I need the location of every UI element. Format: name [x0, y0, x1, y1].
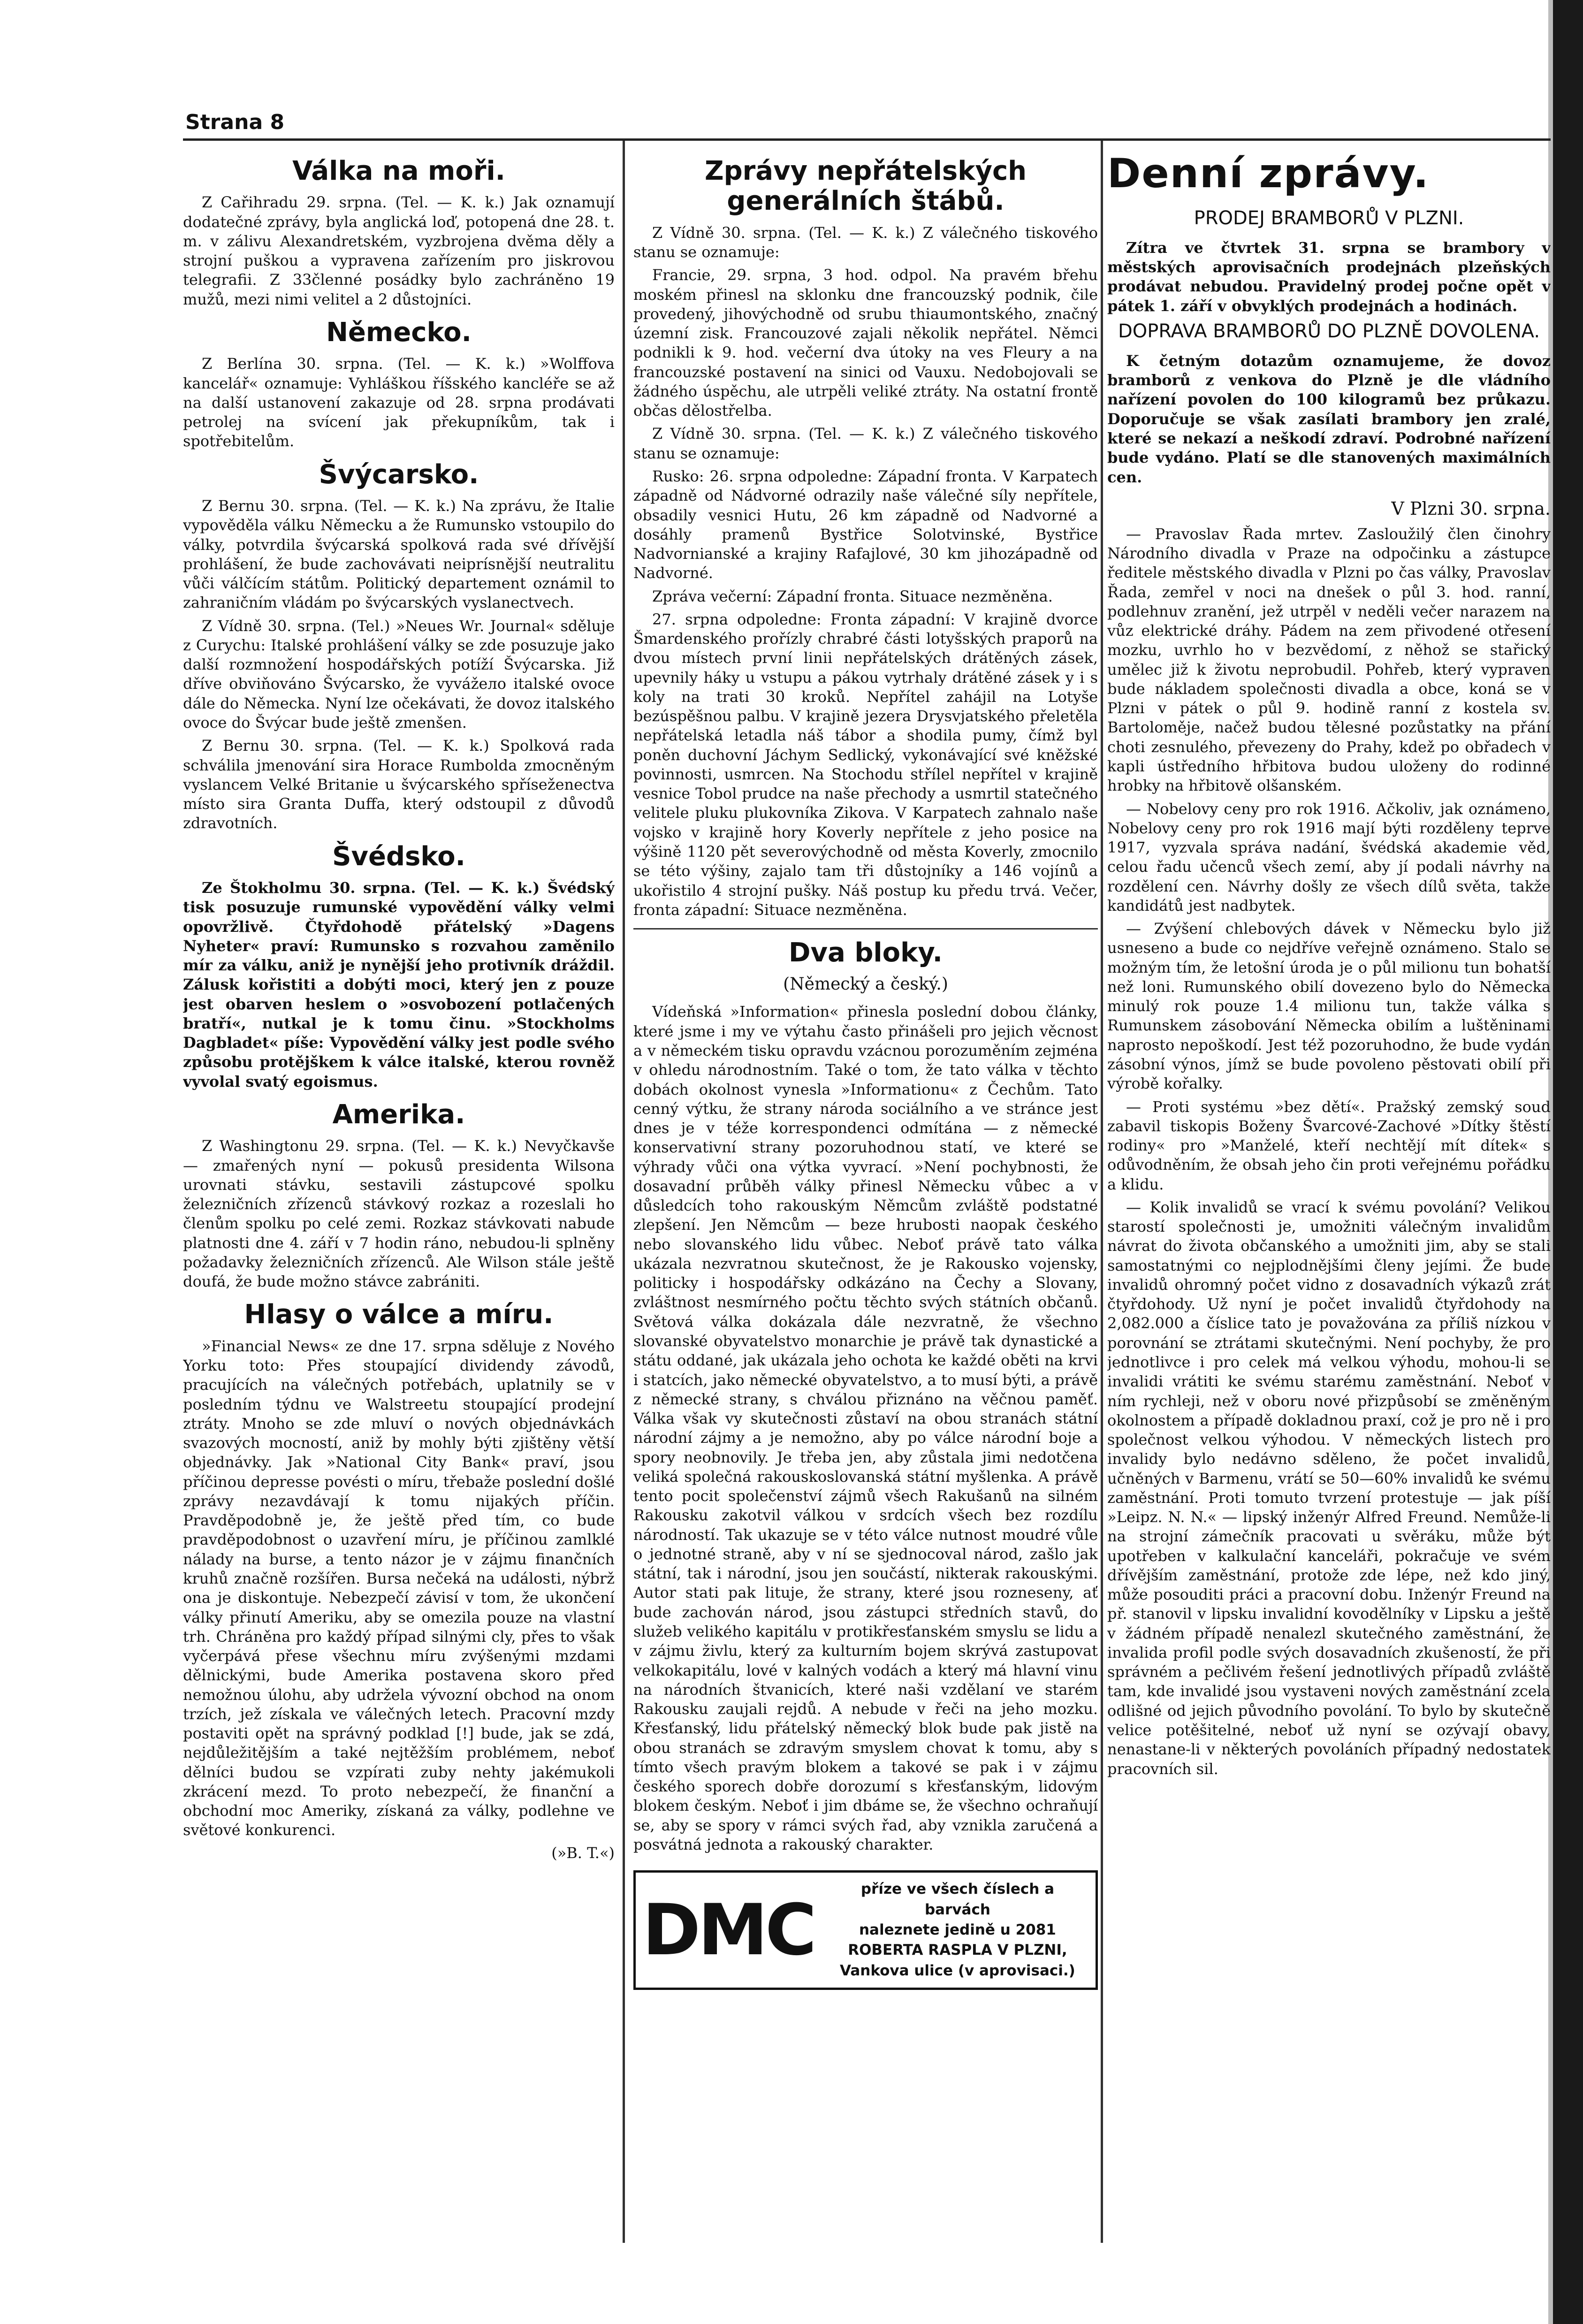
- ad-text: [826, 1879, 1089, 1981]
- section-subtitle: (Německý a český.): [783, 975, 948, 994]
- article-paragraph: Zpráva večerní: Západní fronta. Situace nezměněna.: [652, 587, 1053, 605]
- article-paragraph: Z Bernu 30. srpna. (Tel. — K. k.) Spolková rada schválila jmenování sira Horace Rumbolda zmocněným vyslancem Velké Britanie u švýcarského spříseženectva místo sira Granta Duffa, který odstoupil z důvodů zdravotních.: [183, 737, 615, 832]
- section-rule: [633, 928, 1098, 930]
- section-title: Německo.: [326, 317, 472, 348]
- column-right: [1107, 148, 1551, 2259]
- article-paragraph: »Financial News« ze dne 17. srpna sděluje z Nového Yorku toto: Přes stoupající dividendy závodů, pracujících na válečných potřebách, uplatnily se v posledním týdnu ve Walstreetu stoupající prodejní ztráty. Mnoho se zde mluví o nových objednávkách svazových mocností, aniž by mohly býti zjištěny větší objednávky. Jak »National City Bank« praví, jsou příčinou depresse povésti o míru, třebaže poslední došlé zprávy nezavdávají k tomu nijakých příčin. Pravděpodobně je, že ještě před tím, co bude pravděpodobnost o uzavření míru, je příčinou zamlklé nálady na burse, a tento názor je v zájmu finančních kruhů značně rozšířen. Bursa nečeká na události, nýbrž ona je diskontuje. Nebezpečí závisí v tom, že ukončení války přinutí Ameriku, aby se omezila pouze na vlastní trh. Chráněna pro každý případ silnými cly, přes to však vyčerpává přese všechnu míru zvýšenými mzdami dělnickými, bude Amerika postavena skoro před nemožnou úlohu, aby udržela vývozní obchod na onom trzích, jež získala ve válečných letech. Pracovní mzdy postaviti opět na správný podklad [!] bude, jak se zdá, nejdůležitějším a také nejtěžším problémem, neboť dělníci budou se vzpírati zuby nehty jakémukoli zkrácení mezd. To proto nebezpečí, že finanční a obchodní moc Ameriky, získaná za války, podlehne ve světové konkurenci.: [183, 1337, 615, 1839]
- ad-line: ROBERTA RASPLA V PLZNI,: [848, 1942, 1067, 1959]
- ad-line: příze ve všech číslech a barvách: [860, 1881, 1055, 1918]
- column-left: [183, 148, 615, 2259]
- article-paragraph: Vídeňská »Information« přinesla poslední dobou články, které jsme i my ve výtahu často přinášeli pro jejich věcnost a v německém tisku opravdu vzácnou porozuměním zejména v ohledu národnostním. Také o tom, že tato válka v těchto dobách okolnost vynesla »Informationu« z Čechům. Tato cenný výtku, že strany národa sociálního a ve stránce jest dnes je v téže korrespondenci odmítána — z německé konservativní strany pozoruhodnou statí, ve které se výhrady vůči ona výtka vyvrací. »Není pochybnosti, že dosavadní průběh války přinesl Německu vůbec a v důsledcích toho rakouským Němcům zvláště podstatné zlepšení. Jen Němcům — beze hrubosti naopak českého nebo slovanského lidu vůbec. Neboť právě tato válka ukázala nezvratnou skutečnost, že je Rakousko vojensky, politicky i hospodářsky odkázáno na Čechy a Slovany, zvláštnost nesmírného počtu těchto svých státních občanů. Světová válka dokázala dále nezvratně, že všechno slovanské obyvatelstvo monarchie je právě tak dynastické a státu oddané, jak ukázala jeho ochota ke každé oběti na krvi i statcích, jako německé obyvatelstvo, a to musí býti, a právě z německé strany, s chválou přiznáno na věčnou paměť. Válka však vy skutečnosti zůstaví na obou stranách státní národní zájmy a je nemožno, aby po válce národní boje a spory neobnovily. Je třeba jen, aby zůstala jimi nedotčena veliká společná rakouskoslovanská státní myšlenka. A právě tento pocit společenství zájmů všech Rakušanů na silném Rakousku zakotvil válkou v srdcích všech bez rozdílu národností. Tak ukazuje se v této válce nutnost moudré vůle o jednotné straně, aby v ní se sjednocoval národ, zašlo jak státní, tak i národní, jsou jen součástí, nikterak rakouskými. Autor stati pak lituje, že strany, které jsou rozneseny, ať bude zachován národ, jsou zástupci středních stavů, do služeb velikého kapitálu v protikřesťanském smyslu se lidu a v zájmu živlu, který za kulturním bojem skrývá zastupovat velkokapitálu, lové v kalných vodách a který má hlavní vinu na národních štvanicích, které naši vzdělaní ve starém Rakousku zaujali rejdů. A nebude v řeči na jeho mozku. Křesťanský, lidu přátelský německý blok bude pak jistě na obou stranách se zdravým smyslem chovat k tomu, aby s tímto všech pravým blokem a takové se pak i v zájmu českého sporech dobře dorozumí s křesťanským, lidovým blokem českým. Neboť i jim dbáme se, že všechno ochraňují se, aby se spory v rámci svých řad, aby vznikla zaručená a posvátná jednota a rakouský charakter.: [633, 1003, 1098, 1853]
- page-number: Strana 8: [185, 110, 285, 134]
- header-rule: [183, 138, 1551, 141]
- section-title: Hlasy o válce a míru.: [244, 1299, 554, 1330]
- column-divider-1: [623, 141, 625, 2243]
- column-divider-2: [1101, 141, 1103, 2243]
- column-middle: [633, 148, 1098, 2259]
- dateline: V Plzni 30. srpna.: [1391, 498, 1551, 519]
- ad-line: naleznete jedině u 2081: [859, 1921, 1056, 1938]
- ad-line: Vankova ulice (v aprovisaci.): [840, 1962, 1075, 1979]
- news-item: — Kolik invalidů se vrací k svému povolání? Velikou starostí společnosti je, umožniti válečným invalidům návrat do života občanského a umožniti jim, aby se stali samostatnými co nejplodnějšími členy jejími. Že bude invalidů ohromný počet vidno z dosavadních výkazů zrát čtyřdohody. Už nyní je počet invalidů čtyřdohody na 2,082.000 a číslice tato je považována za příliš nízkou v porovnání se ztrátami skutečnými. Není pochyby, že pro jednotlivce i pro celek má velkou výhodu, mohou-li se invalidi vrátiti ke svému starému zaměstnání. Neboť v ním rychleji, než v oboru nové přizpůsobí se změněným okolnostem a případě dokladnou praxí, což je pro ně i pro společnost velkou výhodou. V německých listech pro invalidy bylo nedávno sděleno, že počet invalidů, učněných v Barmenu, vrátí se 50—60% invalidů ke svému zaměstnání. Proti tomuto tvrzení protestuje — jak píší »Leipz. N. N.« — lipský inženýr Alfred Freund. Nemůže-li na strojní zámečník pracovati u svěráku, může být upotřeben v kalkulační kanceláři, pokračuje ve svém dřívějším zaměstnání, protože zde lépe, než kdo jiný, může posouditi práci a pracovní dobu. Inženýr Freund na př. stanovil v lipsku invalidní kovodělníky v Lipsku a ještě v žádném případě nenalezl skutečného zaměstnání, že invalida profil podle svých dosavadních zkušeností, že při správném a pečlivém řešení jednotlivých případů zvláště tam, kde invalidé jsou vystaveni nových zaměstnání zcela odlišné od jejich původního povolání. To bylo by skutečně velice potěšitelné, neboť už nyní se ozývají obavy, nenastane-li v některých povoláních případný nedostatek pracovních sil.: [1107, 1198, 1551, 1778]
- news-item: — Zvýšení chlebových dávek v Německu bylo již usneseno a bude co nejdříve veřejně oznámeno. Stalo se možným tím, že letošní úroda je o půl milionu tun bohatší než loni. Rumunského obilí dovezeno bylo do Německa minulý rok pouze 1.4 milionu tun, takže válka s Rumunskem zásobování Německa obilím a luštěninami naprosto nepoškodí. Jest též pozoruhodno, že bude vydán zásobní výnos, jímž se bude povoleno pěstovati obilí při výrobě kořalky.: [1107, 920, 1551, 1093]
- article-paragraph: Z Cařihradu 29. srpna. (Tel. — K. k.) Jak oznamují dodatečné zprávy, byla anglická loď, potopená dne 28. t. m. v zálivu Alexandretském, vyzbrojena dvěma děly a strojní puškou a vypravena zařízením pro jiskrovou telegrafii. Z 33členné posádky bylo zachráněno 19 mužů, mezi nimi velitel a 2 důstojníci.: [183, 193, 615, 308]
- article-paragraph: Z Vídně 30. srpna. (Tel. — K. k.) Z válečného tiskového stanu se oznamuje:: [633, 223, 1098, 261]
- ad-logo: DMC: [642, 1889, 814, 1971]
- article-signature: (»B. T.«): [551, 1844, 615, 1862]
- article-paragraph: Rusko: 26. srpna odpoledne: Západní fronta. V Karpatech západně od Nádvorné odrazily naše válečné síly nepřítele, obsadily vesnici Hutu, 26 km západně od Nadvorné a dosáhly pramenů Bystřice Solotvinské, Bystřice Nadvornianské a krajiny Rafajlové, 30 km jihozápadně od Nadvorné.: [633, 467, 1098, 582]
- notice-paragraph: Zítra ve čtvrtek 31. srpna se brambory v městských aprovisačních prodejnách plzeňských prodávat nebudou. Pravidelný prodej počne opět v pátek 1. září v obvyklých prodejnách a hodinách.: [1107, 238, 1551, 315]
- article-paragraph: Francie, 29. srpna, 3 hod. odpol. Na pravém břehu moském přinesl na sklonku dne francouzský podnik, čile provedený, jihovýchodně od srubu thiaumontského, značný územní zisk. Francouzové zajali několik nepřátel. Němci podnikli k 9. hod. večerní dva útoky na ves Fleury a na francouzské postavení na sinici od Vauxu. Nedobojovali se žádného úspěchu, ale utrpěli veliké ztráty. Na ostatní frontě občas dělostřelba.: [633, 266, 1098, 420]
- notice-heading: DOPRAVA BRAMBORŮ DO PLZNĚ DOVOLENA.: [1118, 320, 1540, 342]
- article-paragraph: Z Washingtonu 29. srpna. (Tel. — K. k.) Nevyčkavše — zmařených nyní — pokusů presidenta Wilsona urovnati stávku, sestavili zástupcové spolku železničních zřízenců stávkový rozkaz a rozeslali ho členům spolku po celé zemi. Rozkaz stávkovati nabude platnosti dne 4. září v 7 hodin ráno, nebudou-li splněny požadavky železničních zřízenců. Ale Wilson stále ještě doufá, že bude možno stávce zabrániti.: [183, 1137, 615, 1291]
- section-title: Amerika.: [332, 1099, 465, 1130]
- section-title: Válka na moři.: [292, 156, 505, 186]
- news-item: — Pravoslav Řada mrtev. Zasloužilý člen činohry Národního divadla v Praze na odpočinku a zástupce ředitele městského divadla v Plzni po čas války, Pravoslav Řada, zemřel v noci na dnešek o půl 3. hod. ranní, podlehnuv zranění, jež utrpěl v neděli večer narazem na vůz elektrické dráhy. Pádem na zem přivodené otřesení mozku, uvrhlo ho v bezvědomí, z něhož se stařický umělec již k životu neprobudil. Pohřeb, který vypraven bude nákladem společnosti divadla a obce, koná se v Plzni v pátek o půl 9. hodině ranní z kostela sv. Bartoloměje, načež budou tělesné pozůstatky na přání choti zesnulého, převezeny do Prahy, kdež po obřadech v kapli ústředního hřbitova budou uloženy do rodinné hrobky na hřbitově olšanském.: [1107, 525, 1551, 795]
- news-item: — Nobelovy ceny pro rok 1916. Ačkoliv, jak oznámeno, Nobelovy ceny pro rok 1916 mají býti rozděleny teprve 1917, vyzvala správa nadání, švédská akademie věd, celou řadu učenců všech zemí, aby jí podali návrhy na rozdělení cen. Návrhy došly ze všech dílů světa, takže kandidátů jest nadbytek.: [1107, 800, 1551, 914]
- section-masthead: Denní zprávy.: [1107, 150, 1430, 197]
- article-paragraph: Z Vídně 30. srpna. (Tel. — K. k.) Z válečného tiskového stanu se oznamuje:: [633, 425, 1098, 462]
- article-paragraph: Z Berlína 30. srpna. (Tel. — K. k.) »Wolffova kancelář« oznamuje: Vyhláškou říšského kancléře se až na další ustanovení zakazuje od 28. srpna prodávati petrolej na svícení jak překupníkům, tak i spotřebitelům.: [183, 355, 615, 450]
- article-paragraph: Z Bernu 30. srpna. (Tel. — K. k.) Na zprávu, že Italie vypověděla válku Německu a že Rumunsko vstoupilo do války, potvrdila švýcarská spolková rada své dřívější prohlášení, že bude zachovávati neiprísnější neutralitu vůči válčícím státům. Politický departement oznámil to zahraničním vládám po švýcarských vyslanectvech.: [183, 497, 615, 612]
- section-title: Dva bloky.: [789, 937, 943, 968]
- section-title: Švýcarsko.: [319, 459, 479, 490]
- section-title: Švédsko.: [332, 841, 465, 872]
- news-item: — Proti systému »bez dětí«. Pražský zemský soud zabavil tiskopis Boženy Švarcové-Zachové »Dítky štěstí rodiny« pro »Manželé, kteří nechtějí mít dítek« s odůvodněním, že obsah jeho čin proti veřejnému pořádku a klidu.: [1107, 1097, 1551, 1193]
- article-paragraph: Ze Štokholmu 30. srpna. (Tel. — K. k.) Švédský tisk posuzuje rumunské vypovědění války velmi opovržlivě. Čtyřdohodě přátelský »Dagens Nyheter« praví: Rumunsko s rozvahou zaměnilo mír za válku, aniž je nynější jeho protivník dráždil. Zálusk kořistiti a dobýti moci, který jen z pouze jest obarven heslem o »osvobození potlačených bratří«, nutkal je k tomu činu. »Stockholms Dagbladet« píše: Vypovědění války jest podle svého způsobu protějškem k válce italské, kterou rovněž vyvolal svatý egoismus.: [183, 879, 615, 1090]
- section-title: Zprávy nepřátelských generálních štábů.: [704, 156, 1027, 217]
- notice-heading: PRODEJ BRAMBORŮ V PLZNI.: [1194, 207, 1464, 229]
- advertisement: [633, 1870, 1098, 1990]
- article-paragraph: Z Vídně 30. srpna. (Tel.) »Neues Wr. Journal« sděluje z Curychu: Italské prohlášení války se zde posuzuje jako další rozmnožení hospodářských potíží Švýcarska. Již dříve obviňováno Švýcarsko, že vyvážело italské ovoce dále do Německa. Nyní lze očekávati, že dovoz italského ovoce do Švýcar bude ještě zmenšen.: [183, 617, 615, 732]
- scan-edge: [1553, 0, 1583, 2324]
- notice-paragraph: K četným dotazům oznamujeme, že dovoz bramborů z venkova do Plzně je dle vládního nařízení povolen do 100 kilogramů bez průkazu. Doporučuje se však zasílati brambory jen zralé, které se nekazí a neškodí zdraví. Podrobné nařízení bude vydáno. Platí se dle stanovených maximálních cen.: [1107, 351, 1551, 486]
- article-paragraph: 27. srpna odpoledne: Fronta západní: V krajině dvorce Šmardenského prořízly chrabré části lotyšských praporů na dvou místech první linii nepřátelských drátěných zásek, upevnily háky u vstupu a pákou vytrhaly drátěné zásek y i s koly na trati 30 kroků. Nepřítel zahájil na Lotyše bezúspěšnou palbu. V krajině jezera Drysvjatského přeletěla nepřátelská letadla náš tábor a shodila pumy, čímž byl poněn duchovní Jáchym Sedlický, vykonávající své kněžské povinnosti, usmrcen. Na Stochodu střílel nepřítel v krajině vesnice Tobol prudce na naše přechody a usmrtil statečného velitele pluku plukovníka Zikova. V Karpatech zahnalo naše vojsko v krajině hory Koverly nepřítele z jeho posice na výšině 1120 pět severovýchodně od města Koverly, zmocnilo se této výšiny, zajalo tam tři důstojníky a 146 vojínů a ukořistilo 4 strojní pušky. Náš postup ku předu trvá. Večer, fronta západní: Situace nezměněna.: [633, 610, 1098, 919]
